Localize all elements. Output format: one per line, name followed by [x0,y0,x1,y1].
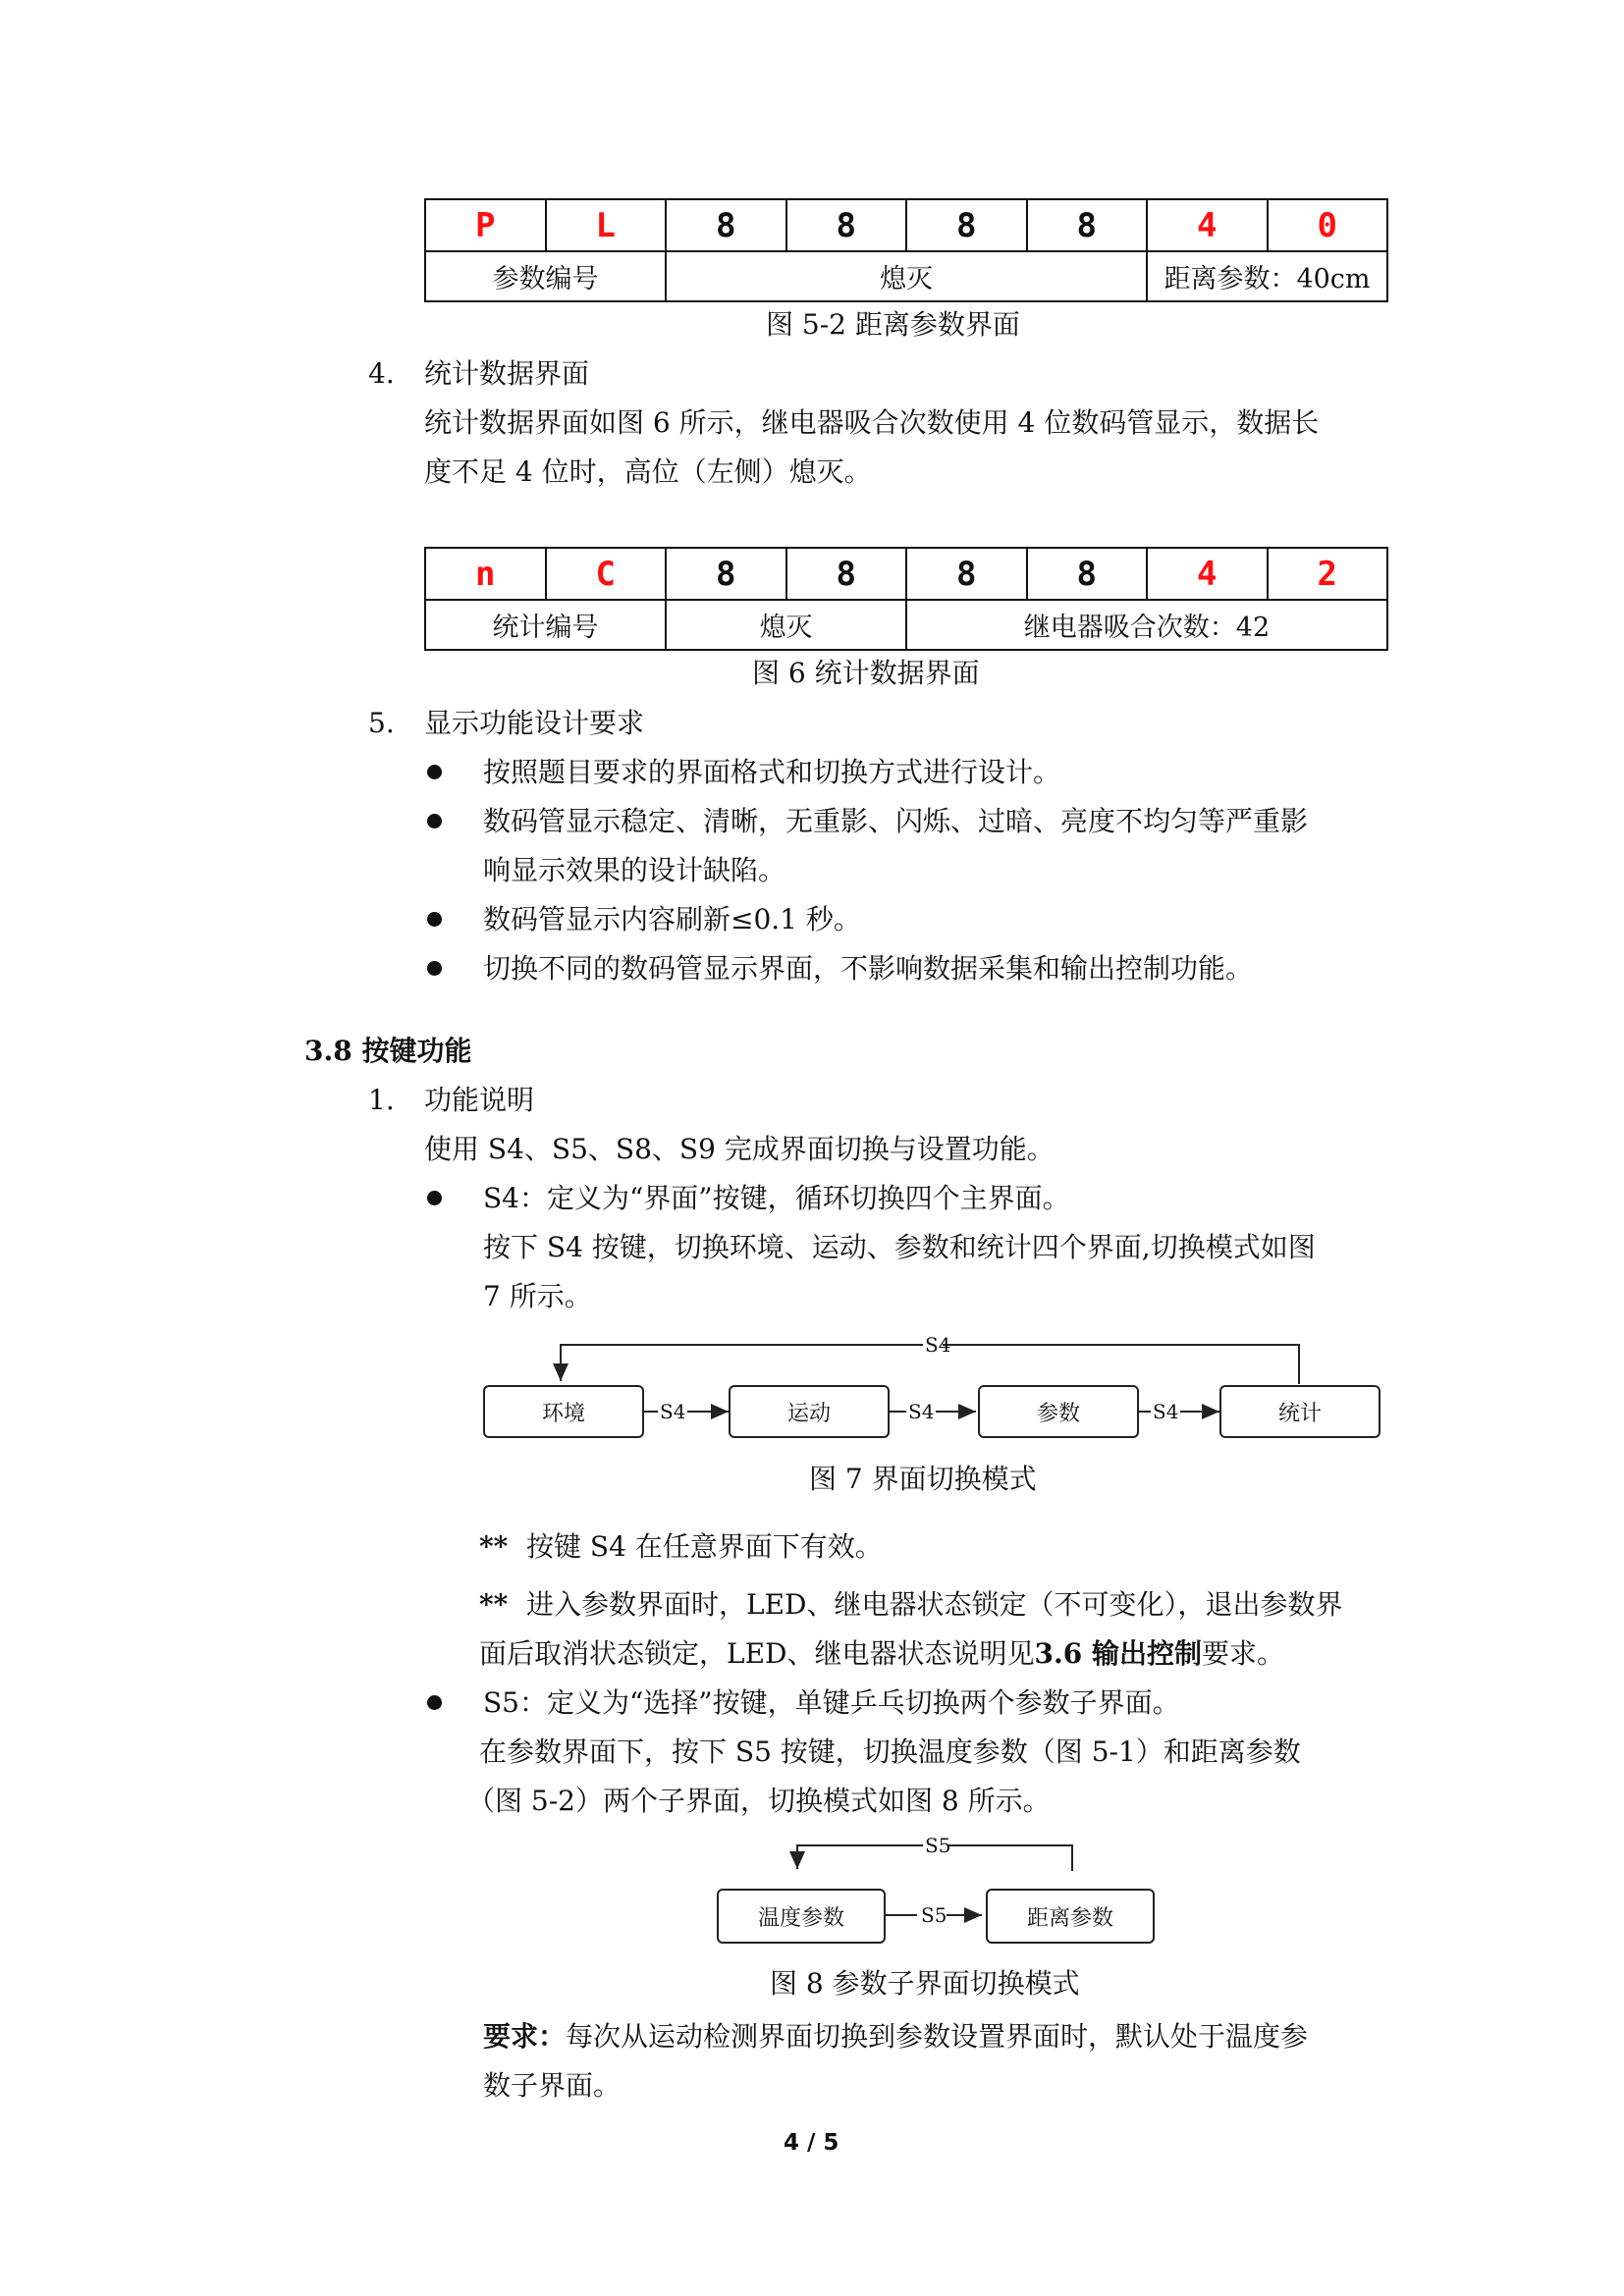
item-title: 功能说明 [424,1084,535,1116]
figure-caption: 图 5-2 距离参数界面 [766,308,1020,341]
figure-caption: 图 6 统计数据界面 [752,657,980,689]
list-number: 5. [368,707,395,739]
distance-param-table [424,198,1388,302]
bullet-text: 按照题目要求的界面格式和切换方式进行设计。 [483,756,1061,788]
note-marker: ** [479,1588,509,1621]
digit-cell: 8 [666,199,786,251]
label-cell: 熄灭 [666,251,1147,301]
paragraph-line: 使用 S4、S5、S8、S9 完成界面切换与设置功能。 [424,1133,1055,1165]
label-cell: 参数编号 [425,251,666,301]
digit-cell: 8 [906,548,1027,600]
item-title: 显示功能设计要求 [424,707,645,739]
paragraph-line: 统计数据界面如图 6 所示，继电器吸合次数使用 4 位数码管显示，数据长 [424,406,1320,439]
loop-label: S5 [925,1834,951,1857]
paragraph-line: 7 所示。 [483,1280,592,1312]
bullet-icon [427,1695,442,1710]
label-cell: 熄灭 [666,600,906,650]
stats-table [424,547,1388,651]
digit-cell: 8 [786,199,907,251]
note-text-part: 要求。 [1201,1637,1284,1670]
digit-cell: 8 [906,199,1027,251]
digit-cell: P [425,199,546,251]
digit-cell: 8 [1027,548,1148,600]
bullet-text: S4：定义为“界面”按键，循环切换四个主界面。 [483,1182,1070,1214]
requirement-text: 每次从运动检测界面切换到参数设置界面时，默认处于温度参 [566,2020,1309,2053]
bullet-icon [427,765,442,779]
paragraph-line: 度不足 4 位时，高位（左侧）熄灭。 [424,455,872,488]
page-number: 4 / 5 [784,2130,839,2156]
node-stats: 统计 [1219,1385,1380,1438]
list-number: 1. [368,1084,395,1116]
list-number: 4. [368,357,395,390]
section-reference: 3.6 输出控制 [1034,1637,1202,1670]
bullet-icon [427,1191,442,1205]
section-heading: 3.8 按键功能 [304,1035,472,1067]
loop-label: S4 [925,1333,951,1357]
digit-cell: 8 [1027,199,1148,251]
bullet-text: 切换不同的数码管显示界面，不影响数据采集和输出控制功能。 [483,952,1254,985]
note-text: 按键 S4 在任意界面下有效。 [526,1530,883,1563]
bullet-text: 数码管显示稳定、清晰，无重影、闪烁、过暗、亮度不均匀等严重影 [483,805,1309,837]
arrow-label: S5 [921,1903,947,1927]
note-text-part: 面后取消状态锁定，LED、继电器状态说明见 [479,1637,1035,1670]
bullet-icon [427,912,442,927]
digit-cell: n [425,548,546,600]
label-cell: 继电器吸合次数：42 [906,600,1387,650]
requirement-line [483,2012,1308,2061]
item-title: 统计数据界面 [424,357,590,390]
paragraph-line: 数子界面。 [483,2069,622,2102]
label-cell: 统计编号 [425,600,666,650]
bullet-text: 数码管显示内容刷新≤0.1 秒。 [483,903,861,935]
arrow-label: S4 [908,1400,935,1423]
paragraph-line: （图 5-2）两个子界面，切换模式如图 8 所示。 [467,1785,1051,1817]
digit-cell: 8 [786,548,907,600]
arrow-label: S4 [1153,1400,1179,1423]
digit-cell: 0 [1268,199,1388,251]
digit-cell: 8 [666,548,786,600]
bullet-text: 响显示效果的设计缺陷。 [483,854,786,886]
bullet-icon [427,814,442,828]
paragraph-line: 按下 S4 按键，切换环境、运动、参数和统计四个界面,切换模式如图 [483,1231,1316,1263]
digit-cell: L [546,199,667,251]
node-params: 参数 [978,1385,1139,1438]
note-marker: ** [479,1530,509,1563]
digit-cell: 2 [1268,548,1388,600]
digit-cell: C [546,548,667,600]
arrow-label: S4 [660,1400,686,1423]
digit-cell: 4 [1147,199,1268,251]
note-text [479,1629,1284,1679]
label-cell: 距离参数：40cm [1147,251,1387,301]
bullet-icon [427,961,442,976]
figure-caption: 图 7 界面切换模式 [809,1463,1037,1495]
node-temperature-params: 温度参数 [717,1889,886,1944]
node-environment: 环境 [483,1385,644,1438]
node-motion: 运动 [729,1385,890,1438]
requirement-label: 要求： [483,2020,567,2053]
bullet-text: S5：定义为“选择”按键，单键乒乓切换两个参数子界面。 [483,1686,1180,1719]
paragraph-line: 在参数界面下，按下 S5 按键，切换温度参数（图 5-1）和距离参数 [479,1735,1301,1768]
node-distance-params: 距离参数 [986,1889,1155,1944]
digit-cell: 4 [1147,548,1268,600]
note-text: 进入参数界面时，LED、继电器状态锁定（不可变化），退出参数界 [526,1588,1343,1621]
figure-caption: 图 8 参数子界面切换模式 [770,1967,1080,2000]
